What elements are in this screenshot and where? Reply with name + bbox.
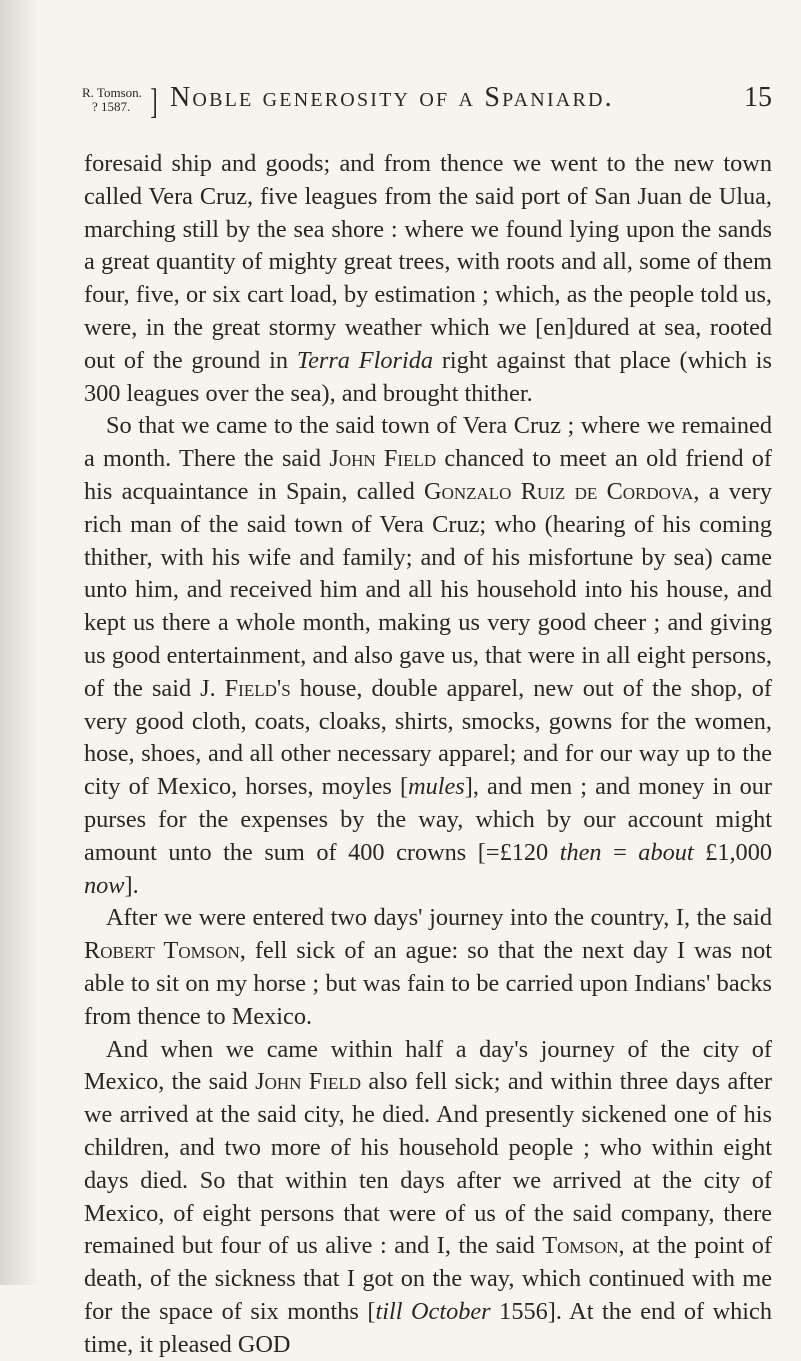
small-caps-text: Gonzalo Ruiz de Cordova — [424, 477, 694, 505]
text-run: 1556]. At the end of which time, it pleased GOD — [84, 1297, 772, 1358]
text-run: ], and men ; and money in our purses for the expenses by the way, which by our account might amount unto the sum of 400 crowns [=£120 — [84, 773, 772, 866]
italic-text: till October — [375, 1297, 491, 1325]
italic-text: mules — [408, 773, 465, 801]
small-caps-text: Field's — [224, 674, 291, 702]
text-run: , a very rich man of the said town of Vera Cruz; who (hearing of his coming thither, with his wife and family; and of his misfortune by sea) came unto him, and received him and all his household into his house, and kept us there a whole month, making us very good cheer ; and giving us good entertainment, and also gave us, that were in all eight persons, of the said J. — [84, 477, 772, 702]
page-header — [82, 80, 772, 130]
margin-sidenote — [82, 81, 158, 121]
paragraph — [84, 902, 772, 1033]
text-run: foresaid ship and goods; and from thence we went to the new town called Vera Cruz, five leagues from the said port of San Juan de Ulua, marching still by the sea shore : where we found lying upon the sands a great quantity of mighty great trees, with roots and all, some of them four, five, or six cart load, by estimation ; which, as the people told us, were, in the great stormy weather which we [en]dured at sea, rooted out of the ground in — [84, 150, 772, 374]
running-title: Noble generosity of a Spaniard. — [170, 82, 614, 113]
text-run: chanced to meet an old friend of his acquaintance in Spain, called — [84, 445, 772, 505]
small-caps-text: John Field — [329, 445, 437, 473]
sidenote-bracket: ] — [150, 81, 158, 121]
text-run: , at the point of death, of the sickness that I got on the way, which continued with me for the space of six months [ — [84, 1232, 772, 1325]
text-run: And when we came within half a day's journey of the city of Mexico, the said — [84, 1035, 772, 1096]
sidenote-date: ? 1587. — [92, 99, 131, 114]
text-run: house, double apparel, new out of the shop, of very good cloth, coats, cloaks, shirts, smocks, gowns for the women, hose, shoes, and all other necessary apparel; and for our way up to the city of Mexico, horses, moyles [ — [84, 674, 772, 801]
text-run: ]. — [124, 871, 139, 899]
text-run: After we were entered two days' journey into the country, I, the said — [106, 904, 772, 932]
paragraph — [84, 148, 772, 410]
text-run: right against that place (which is 300 leagues over the sea), and brought thither. — [84, 346, 773, 407]
text-run: also fell sick; and within three days after we arrived at the said city, he died. And presently sickened one of his children, and two more of his household people ; who within eight days died. So that within ten days after we arrived at the city of Mexico, of eight persons that were of us of the said company, there remained but four of us alive : and I, the said — [84, 1068, 772, 1260]
body-text — [84, 148, 772, 1361]
text-run: So that we came to the said town of Vera Cruz ; where we remained a month. There the said — [84, 412, 772, 473]
paragraph — [84, 410, 772, 902]
italic-text: Terra Florida — [296, 346, 434, 374]
text-run: £1,000 — [693, 838, 772, 866]
small-caps-text: Robert Tomson — [84, 937, 240, 965]
italic-text: about — [638, 838, 694, 866]
page-number: 15 — [744, 82, 772, 113]
sidenote-author: R. Tomson. — [82, 85, 142, 100]
small-caps-text: Tomson — [542, 1232, 619, 1260]
italic-text: then — [559, 838, 602, 866]
text-run: = — [601, 838, 639, 866]
small-caps-text: John Field — [255, 1068, 362, 1096]
italic-text: now — [84, 871, 125, 899]
page-edge-shadow — [0, 0, 40, 1285]
paragraph — [84, 1034, 772, 1361]
text-run: , fell sick of an ague: so that the next day I was not able to sit on my horse ; but was fain to be carried upon Indians' backs from thence to Mexico. — [84, 937, 772, 1030]
